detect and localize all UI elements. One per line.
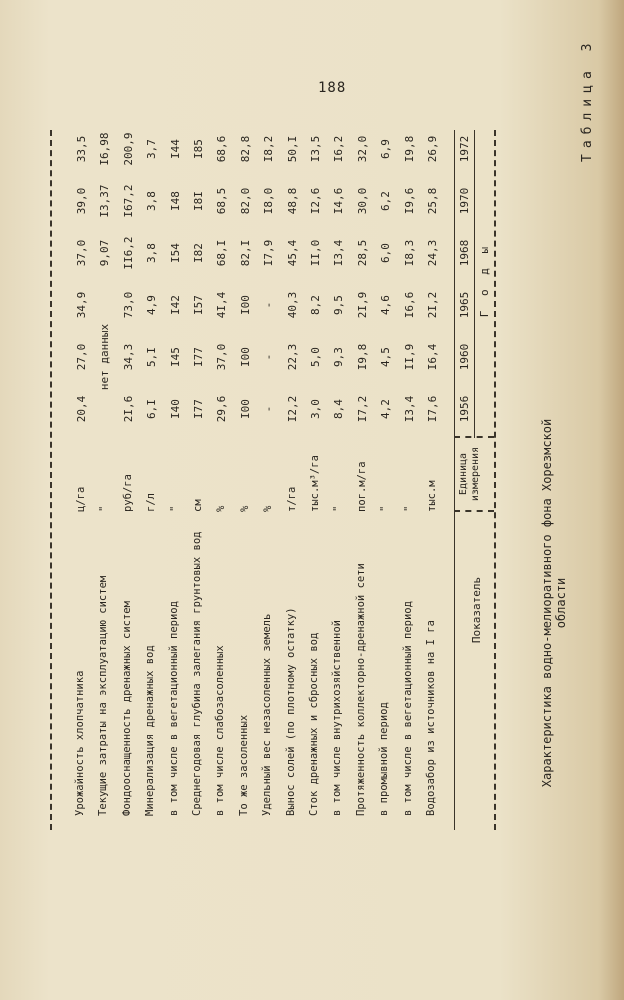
row-unit: тыс.м — [426, 480, 438, 512]
row-value: 22,3 — [285, 343, 299, 371]
row-unit: " — [379, 505, 392, 512]
row-value: 73,0 — [121, 291, 135, 319]
table-row — [356, 130, 374, 830]
row-unit: " — [168, 505, 181, 512]
top-rule — [494, 130, 496, 830]
row-value: 5,0 — [309, 347, 322, 367]
row-value: 50,I — [285, 135, 299, 163]
row-value: 33,5 — [75, 135, 88, 163]
row-label: Протяженность коллекторно-дренажной сети — [354, 563, 367, 816]
row-value: I8,0 — [262, 187, 276, 215]
years-group-rule — [474, 130, 475, 438]
row-label: Вынос солей (по плотному остатку) — [284, 607, 297, 816]
row-value: I45 — [168, 347, 182, 367]
row-unit: руб/га — [121, 474, 134, 512]
row-value: I9,8 — [355, 343, 369, 371]
row-label: Минерализация дренажных вод — [144, 645, 157, 816]
row-value: I77 — [192, 347, 205, 367]
row-value: I82 — [192, 243, 205, 263]
year-header-1: 1960 — [458, 343, 471, 371]
row-value: I3,37 — [98, 184, 112, 218]
table-row — [145, 130, 163, 830]
row-label: Водозабор из источников на I га — [425, 620, 437, 816]
row-value: 40,3 — [285, 291, 299, 319]
page-number: 188 — [318, 80, 347, 96]
row-unit: см — [192, 499, 204, 512]
row-value: 34,9 — [75, 291, 88, 319]
year-header-2: 1965 — [458, 291, 471, 319]
row-value: 8,4 — [332, 399, 346, 419]
row-unit: % — [238, 505, 251, 512]
table-row — [215, 130, 233, 830]
row-value: I40 — [168, 399, 182, 419]
row-value: I77 — [192, 399, 205, 419]
row-value: I9,8 — [402, 135, 416, 163]
row-value: 4,6 — [379, 295, 393, 315]
row-value: 45,4 — [285, 239, 299, 267]
row-value: I3,4 — [332, 239, 346, 267]
row-value: 4I,4 — [215, 291, 229, 319]
row-value: I8,2 — [262, 135, 276, 163]
row-value: 82,8 — [238, 135, 252, 163]
row-value: 29,6 — [215, 395, 229, 423]
row-value: I8,3 — [402, 239, 416, 267]
row-value: 2I,6 — [121, 395, 135, 423]
row-value: 68,5 — [215, 187, 229, 215]
row-value: 28,5 — [355, 239, 369, 267]
row-value: I4,6 — [332, 187, 346, 215]
row-value: II6,2 — [121, 236, 135, 270]
row-label: Фондооснащенность дренажных систем — [120, 601, 133, 816]
row-value: 4,2 — [379, 399, 393, 419]
title-line-2: области — [554, 577, 568, 629]
row-value: 8,2 — [309, 295, 322, 315]
row-value: 37,0 — [75, 239, 88, 267]
row-label: Удельный вес незасоленных земель — [261, 613, 274, 816]
row-value: I2,6 — [309, 187, 322, 215]
title-line-1: Характеристика водно-мелиоративного фона Хорезмской — [540, 418, 554, 788]
row-value: 20,4 — [75, 395, 88, 423]
row-label: Сток дренажных и сбросных вод — [308, 632, 320, 816]
row-label: в том числе в вегетационный период — [401, 601, 414, 816]
row-value: 24,3 — [426, 239, 439, 267]
row-unit: ц/га — [75, 486, 87, 512]
table-row — [309, 130, 327, 830]
row-value: 4,9 — [145, 295, 159, 315]
row-value: I7,2 — [355, 395, 369, 423]
row-value: 200,9 — [121, 132, 135, 166]
row-value: 2I,2 — [426, 291, 439, 319]
row-value: 82,I — [238, 239, 252, 267]
row-value: I42 — [168, 295, 182, 315]
row-label: в том числе в вегетационный период — [167, 601, 180, 816]
row-label: Текущие затраты на эксплуатацию систем — [97, 575, 110, 816]
year-header-0: 1956 — [458, 395, 471, 423]
row-unit: пог.м/га — [355, 461, 368, 512]
row-value: 9,3 — [332, 347, 346, 367]
row-value: 68,I — [215, 239, 229, 267]
row-value: I67,2 — [121, 184, 135, 218]
row-value: I54 — [168, 243, 182, 263]
row-value: I6,4 — [426, 343, 439, 371]
row-label: в том числе внутрихозяйственной — [331, 620, 344, 816]
row-unit: " — [402, 505, 415, 512]
row-unit: г/л — [145, 493, 158, 512]
row-value: I48 — [168, 191, 182, 211]
row-value: 6,2 — [379, 191, 393, 211]
year-header-3: 1968 — [458, 239, 471, 267]
row-unit: " — [332, 505, 345, 512]
row-unit: т/га — [285, 486, 298, 512]
header-indicator: Показатель — [470, 576, 483, 644]
row-value: II,9 — [402, 343, 416, 371]
row-label: в промывной период — [378, 702, 391, 816]
row-value: - — [262, 405, 276, 413]
row-value: 6,I — [145, 399, 159, 419]
table-label: Таблица 3 — [580, 37, 595, 162]
year-header-5: 1972 — [458, 135, 471, 163]
row-value: 26,9 — [426, 135, 439, 163]
row-value: 68,6 — [215, 135, 229, 163]
row-unit: тыс.м³/га — [309, 455, 321, 512]
row-value: - — [262, 301, 276, 309]
table-row — [332, 130, 350, 830]
table-row — [122, 130, 140, 830]
table-row — [403, 130, 421, 830]
row-value: I8I — [192, 191, 205, 211]
row-value: 3,8 — [145, 243, 159, 263]
row-label: Урожайность хлопчатника — [74, 670, 86, 816]
row-label: Среднегодовая глубина залегания грунтовых вод — [191, 531, 203, 816]
row-value: I2,2 — [285, 395, 299, 423]
row-value: 30,0 — [355, 187, 369, 215]
row-value: I85 — [192, 139, 205, 159]
bottom-rule — [50, 130, 52, 830]
row-label: в том числе слабозасоленных — [214, 645, 227, 816]
row-value: I00 — [238, 347, 252, 367]
row-value: 32,0 — [355, 135, 369, 163]
table-row — [98, 130, 116, 830]
row-value: I3,5 — [309, 135, 322, 163]
row-value: II,0 — [309, 239, 322, 267]
row-value: 4,5 — [379, 347, 393, 367]
row-value: 82,0 — [238, 187, 252, 215]
row-value: 34,3 — [121, 343, 135, 371]
row-value: 6,9 — [379, 139, 393, 159]
row-value: I3,4 — [402, 395, 416, 423]
row-value: I6,2 — [332, 135, 346, 163]
row-value: 37,0 — [215, 343, 229, 371]
row-value: I44 — [168, 139, 182, 159]
table-title — [540, 388, 568, 818]
row-value: I57 — [192, 295, 205, 315]
row-value: 3,0 — [309, 399, 322, 419]
row-value: I00 — [238, 295, 252, 315]
row-value: 9,07 — [98, 239, 112, 267]
table-row — [426, 130, 444, 830]
table-row — [286, 130, 304, 830]
table-row — [379, 130, 397, 830]
header-bottom-rule — [454, 130, 455, 830]
row-value: 48,8 — [285, 187, 299, 215]
table-row — [262, 130, 280, 830]
header-divider-unit — [454, 510, 494, 512]
header-years-group: Г о д ы — [478, 242, 491, 318]
row-value: 6,0 — [379, 243, 393, 263]
row-value: I00 — [238, 399, 252, 419]
row-value: нет данных — [98, 323, 112, 391]
row-value: 27,0 — [75, 343, 88, 371]
header-unit: Единица измерения — [458, 446, 481, 502]
row-value: 9,5 — [332, 295, 346, 315]
table-row — [169, 130, 187, 830]
row-unit: " — [98, 505, 111, 512]
row-value: 25,8 — [426, 187, 439, 215]
table-row — [192, 130, 210, 830]
row-value: I6,98 — [98, 132, 112, 166]
row-value: - — [262, 353, 276, 361]
row-unit: % — [215, 505, 228, 512]
row-value: I7,9 — [262, 239, 276, 267]
table-row — [75, 130, 93, 830]
row-value: I6,6 — [402, 291, 416, 319]
row-value: 3,8 — [145, 191, 159, 211]
table-row — [239, 130, 257, 830]
row-value: I7,6 — [426, 395, 439, 423]
row-value: 3,7 — [145, 139, 159, 159]
row-value: 39,0 — [75, 187, 88, 215]
row-value: 2I,9 — [355, 291, 369, 319]
row-unit: % — [262, 505, 275, 512]
row-label: То же засоленных — [237, 714, 250, 816]
row-value: 5,I — [145, 347, 159, 367]
row-value: I9,6 — [402, 187, 416, 215]
year-header-4: 1970 — [458, 187, 471, 215]
